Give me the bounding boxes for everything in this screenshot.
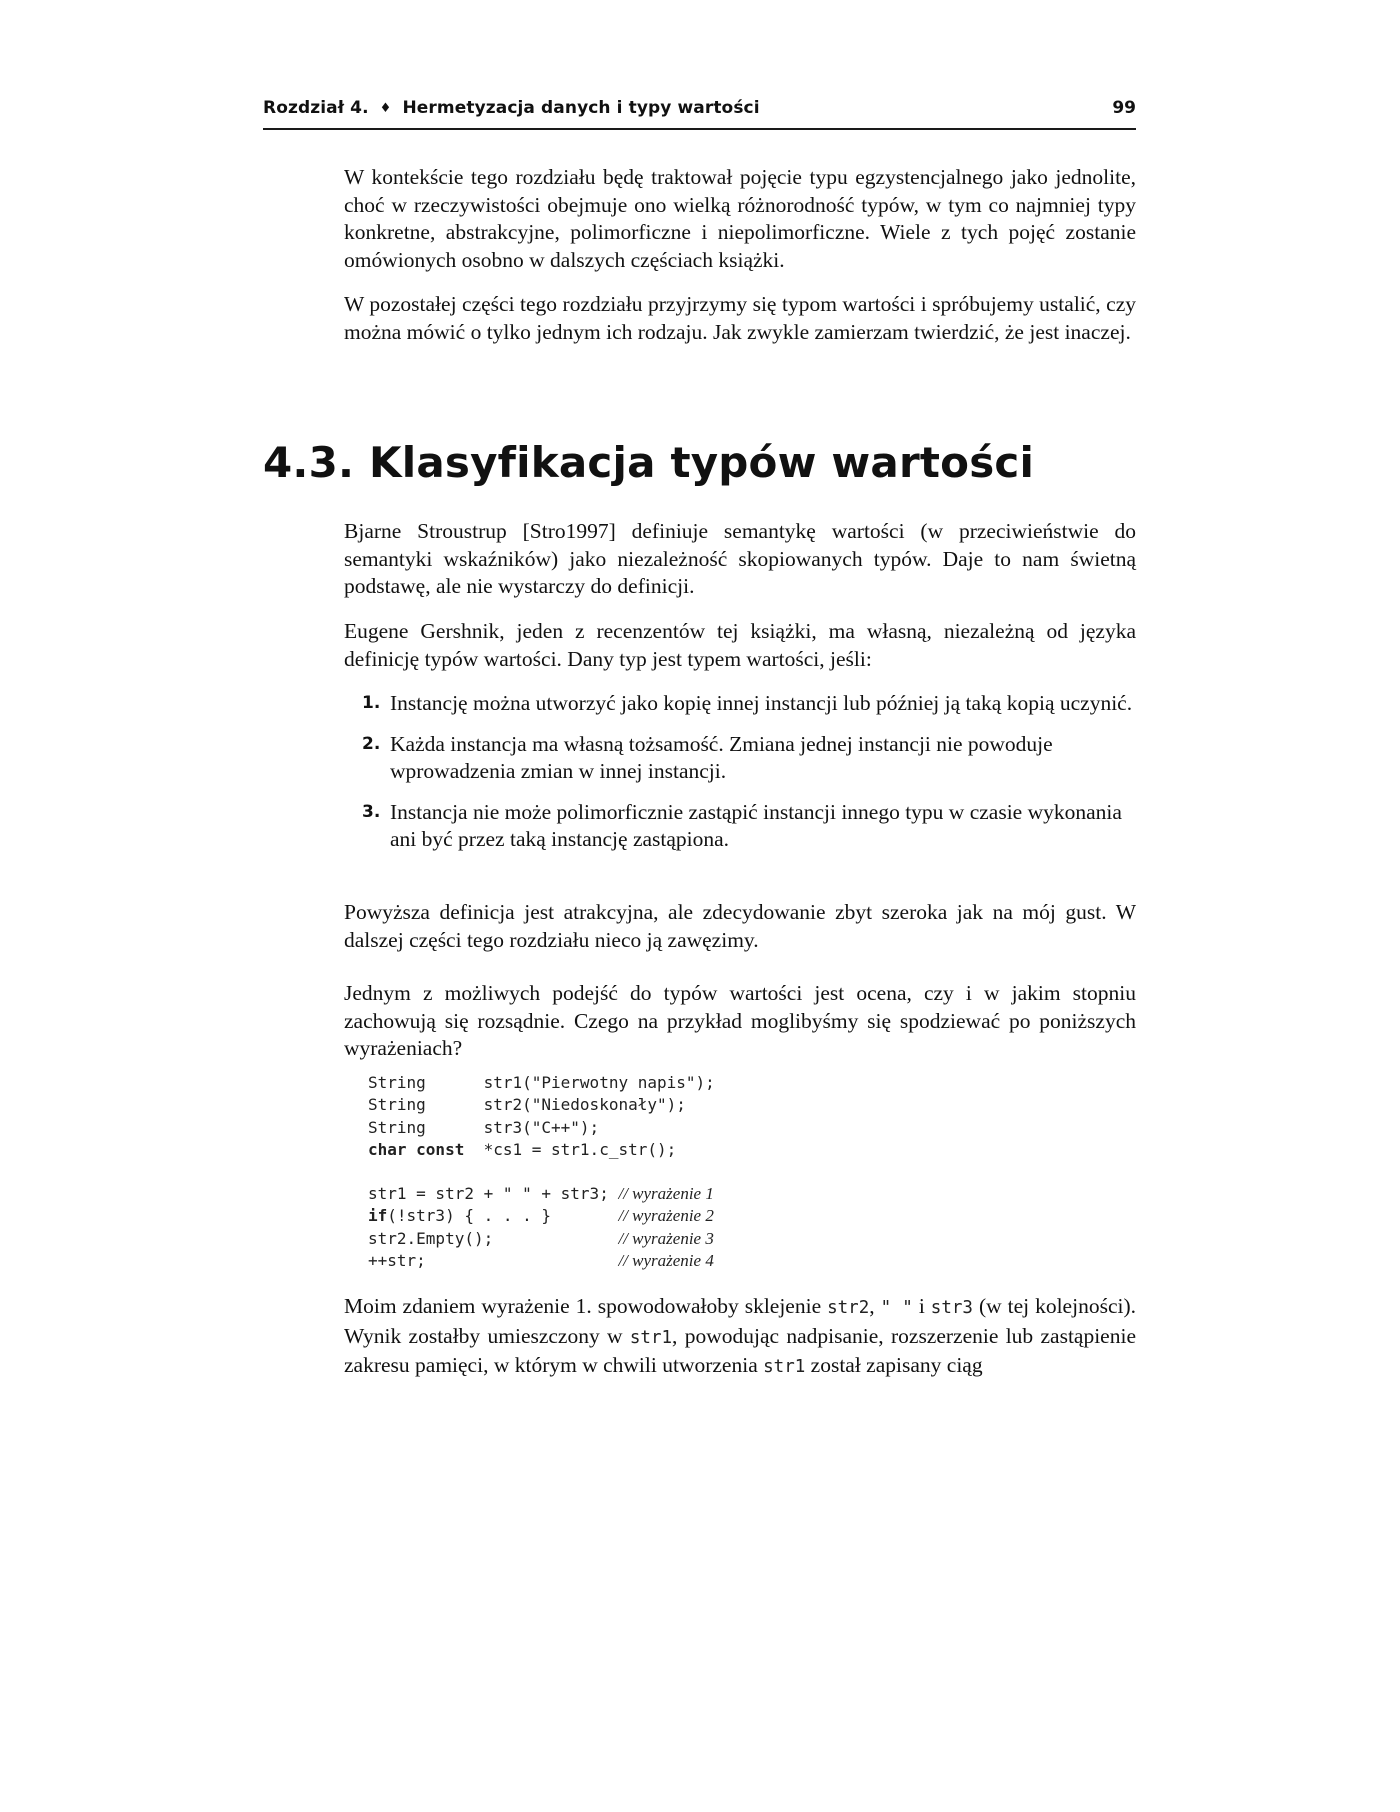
- code-line: if(!str3) { . . . } // wyrażenie 2: [368, 1206, 714, 1226]
- list-number: 1.: [362, 693, 381, 713]
- inline-code: str2: [827, 1298, 870, 1318]
- section-paragraph: [344, 618, 1136, 673]
- body-paragraph: [344, 980, 1136, 1063]
- inline-code: str1: [629, 1327, 673, 1348]
- list-number: 3.: [362, 801, 381, 822]
- code-line: str1 = str2 + " " + str3; // wyrażenie 1: [368, 1184, 714, 1204]
- inline-code: " ": [880, 1298, 913, 1318]
- intro-paragraph: [344, 164, 1136, 274]
- paragraph: W pozostałej części tego rozdziału przyjrzymy się typom wartości i spróbujemy ustalić, czy można mówić o tylko jednym ich rodzaju. Jak zwykle zamierzam twierdzić, że jest inaczej.: [344, 292, 1136, 344]
- page-number: 99: [1112, 98, 1136, 118]
- code-listing: [368, 1072, 715, 1272]
- code-line: ++str; // wyrażenie 4: [368, 1251, 714, 1271]
- inline-code: str3: [930, 1298, 973, 1318]
- code-line: String str1("Pierwotny napis");: [368, 1073, 715, 1092]
- diamond-separator-icon: ♦: [379, 101, 392, 116]
- paragraph: Powyższa definicja jest atrakcyjna, ale zdecydowanie zbyt szeroka jak na mój gust. W dalszej części tego rozdziału nieco ją zawęzimy.: [344, 900, 1136, 952]
- paragraph: Jednym z możliwych podejść do typów wartości jest ocena, czy i w jakim stopniu zachowują się rozsądnie. Czego na przykład moglibyśmy się spodziewać po poniższych wyrażeniach?: [344, 981, 1136, 1060]
- code-comment: // wyrażenie 2: [618, 1206, 714, 1226]
- list-item: [344, 731, 1136, 786]
- list-number: 2.: [362, 733, 381, 754]
- list-text: Instancję można utworzyć jako kopię innej instancji lub później ją taką kopią uczynić.: [390, 691, 1133, 715]
- paragraph: Bjarne Stroustrup [Stro1997] definiuje semantykę wartości (w przeciwieństwie do semantyki wskaźników) jako niezależność skopiowanych typów. Daje to nam świetną podstawę, ale nie wystarczy do definicji.: [344, 519, 1136, 598]
- numbered-list: [344, 690, 1136, 867]
- code-comment: // wyrażenie 3: [618, 1228, 714, 1248]
- list-item: [344, 799, 1136, 854]
- chapter-label: Rozdział 4.: [263, 98, 369, 118]
- body-paragraph: [344, 899, 1136, 954]
- paragraph: Eugene Gershnik, jeden z recenzentów tej książki, ma własną, niezależną od języka definicję typów wartości. Dany typ jest typem wartości, jeśli:: [344, 619, 1136, 671]
- intro-paragraph: [344, 291, 1136, 346]
- paragraph: W kontekście tego rozdziału będę traktował pojęcie typu egzystencjalnego jako jednolite, choć w rzeczywistości obejmuje ono wielką różnorodność typów, w tym co najmniej typy konkretne, abstrakcyjne, polimorficzne i niepolimorficzne. Wiele z tych pojęć zostanie omówionych osobno w dalszych częściach książki.: [344, 165, 1136, 272]
- list-text: Każda instancja ma własną tożsamość. Zmiana jednej instancji nie powoduje wprowadzenia zmian w innej instancji.: [390, 731, 1053, 783]
- paragraph: Moim zdaniem wyrażenie 1. spowodowałoby sklejenie str2, " " i str3 (w tej kolejności). Wynik zostałby umieszczony w str1, powodując nadpisanie, rozszerzenie lub zastąpienie zakresu pamięci, w którym w chwili utworzenia str1 został zapisany ciąg: [344, 1294, 1136, 1377]
- running-head: [263, 98, 1136, 130]
- section-paragraph: [344, 518, 1136, 601]
- code-line: str2.Empty(); // wyrażenie 3: [368, 1228, 714, 1248]
- list-item: [344, 690, 1136, 718]
- inline-code: str1: [763, 1357, 806, 1377]
- running-head-title: [263, 98, 760, 118]
- list-text: Instancja nie może polimorficznie zastąpić instancji innego typu w czasie wykonania ani być przez taką instancję zastąpiona.: [390, 799, 1122, 851]
- code-line: String str3("C++");: [368, 1117, 600, 1137]
- code-comment: // wyrażenie 4: [618, 1251, 714, 1271]
- code-line: String str2("Niedoskonały");: [368, 1095, 686, 1115]
- section-heading: 4.3. Klasyfikacja typów wartości: [263, 438, 1035, 487]
- chapter-title: Hermetyzacja danych i typy wartości: [402, 98, 760, 118]
- code-comment: // wyrażenie 1: [618, 1184, 714, 1204]
- closing-paragraph: [344, 1293, 1136, 1382]
- code-line: char const *cs1 = str1.c_str();: [368, 1139, 677, 1159]
